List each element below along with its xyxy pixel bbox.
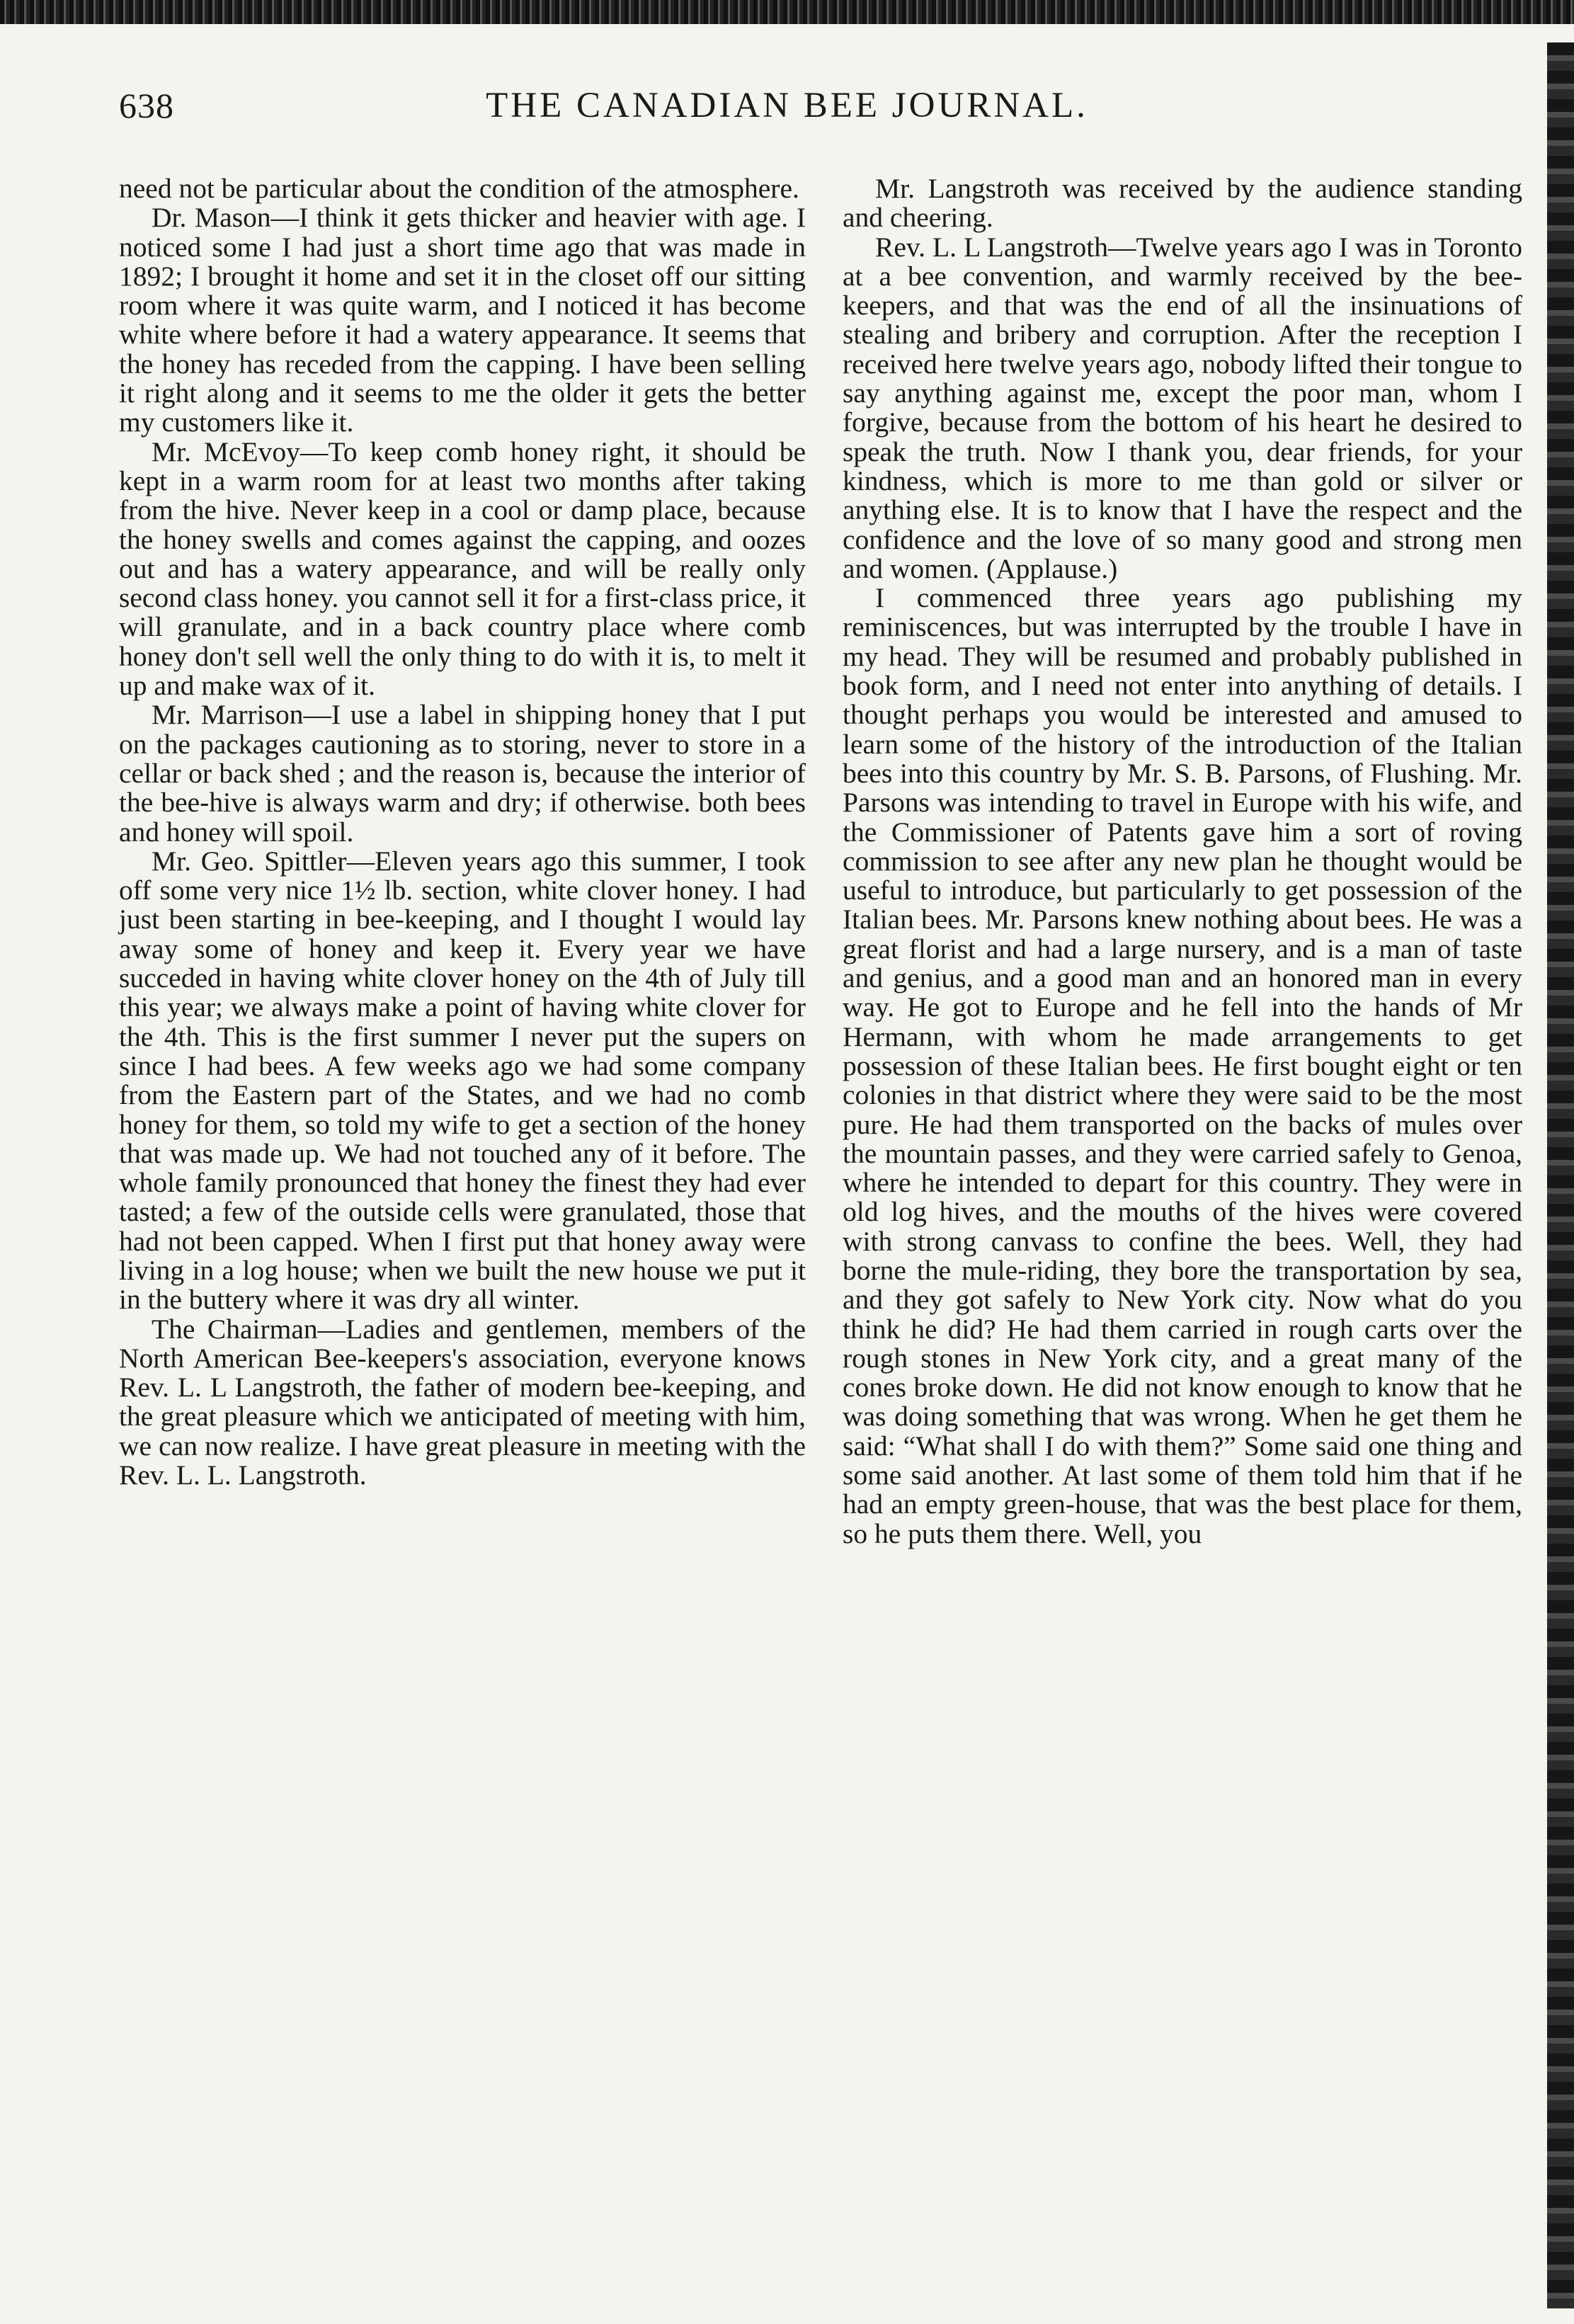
paragraph: Rev. L. L Langstroth—Twelve years ago I was in Toronto at a bee convention, and warmly received by the bee-keepers, and that was the end of all the insinuations of stealing and bribery and corruption. After the reception I received here twelve years ago, nobody lifted their tongue to say anything against me, except the poor man, whom I forgive, because from the bottom of his heart he desired to speak the truth. Now I thank you, dear friends, for your kindness, which is more to me than gold or silver or anything else. It is to know that I have the respect and the confidence and the love of so many good and strong men and women. (Applause.)	[843, 231, 1522, 584]
right-scan-edge	[1547, 42, 1574, 2308]
paragraph: Dr. Mason—I think it gets thicker and heavier with age. I noticed some I had just a short time ago that was made in 1892; I brought it home and set it in the closet off our sitting room where it was quite warm, and I noticed it has become white where before it had a watery appearance. It seems that the honey has receded from the capping. I have been selling it right along and it seems to me the older it gets the better my customers like it.	[119, 202, 806, 438]
journal-title: THE CANADIAN BEE JOURNAL.	[486, 86, 1088, 125]
paragraph: Mr. Geo. Spittler—Eleven years ago this summer, I took off some very nice 1½ lb. section, white clover honey. I had just been starting in bee-keeping, and I thought I would lay away some of honey and keep it. Every year we have succeded in having white clover honey on the 4th of July till this year; we always make a point of having white clover for the 4th. This is the first summer I never put the supers on since I had bees. A few weeks ago we had some company from the Eastern part of the States, and we had no comb honey for them, so told my wife to get a section of the honey that was made up. We had not touched any of it before. The whole family pronounced that honey the finest they had ever tasted; a few of the outside cells were granulated, those that had not been capped. When I first put that honey away were living in a log house; when we built the new house we put it in the buttery where it was dry all winter.	[119, 845, 806, 1316]
left-column	[119, 174, 806, 1490]
paragraph: need not be particular about the condition of the atmosphere.	[119, 173, 799, 204]
paragraph: Mr. Langstroth was received by the audience standing and cheering.	[843, 173, 1522, 234]
paragraph: Mr. McEvoy—To keep comb honey right, it should be kept in a warm room for at least two months after taking from the hive. Never keep in a cool or damp place, because the honey swells and comes against the capping, and oozes out and has a watery appearance, and will be really only second class honey. you cannot sell it for a first-class price, it will granulate, and in a back country place where comb honey don't sell well the only thing to do with it is, to melt it up and make wax of it.	[119, 435, 806, 702]
paragraph: The Chairman—Ladies and gentlemen, members of the North American Bee-keepers's association, everyone knows Rev. L. L Langstroth, the father of modern bee-keeping, and the great pleasure which we anticipated of meeting with him, we can now realize. I have great pleasure in meeting with the Rev. L. L. Langstroth.	[119, 1313, 806, 1491]
top-scan-border	[0, 0, 1574, 24]
paragraph: Mr. Marrison—I use a label in shipping honey that I put on the packages cautioning as to storing, never to store in a cellar or back shed ; and the reason is, because the interior of the bee-hive is always warm and dry; if otherwise. both bees and honey will spoil.	[119, 699, 806, 848]
page-header	[0, 85, 1574, 135]
right-column	[843, 174, 1522, 1549]
page-number: 638	[119, 86, 174, 125]
paragraph: I commenced three years ago publishing my reminiscences, but was interrupted by the trouble I have in my head. They will be resumed and probably published in book form, and I need not enter into anything of details. I thought perhaps you would be interested and amused to learn some of the history of the introduction of the Italian bees into this country by Mr. S. B. Parsons, of Flushing. Mr. Parsons was intending to travel in Europe with his wife, and the Commissioner of Patents gave him a sort of roving commission to see after any new plan he thought would be useful to introduce, but particularly to get possession of the Italian bees. Mr. Parsons knew nothing about bees. He was a great florist and had a large nursery, and is a man of taste and genius, and a good man and an honored man in every way. He got to Europe and he fell into the hands of Mr Hermann, with whom he made arrangements to get possession of these Italian bees. He first bought eight or ten colonies in that district where they were said to be the most pure. He had them transported on the backs of mules over the mountain passes, and they were carried safely to Genoa, where he intended to depart for this country. They were in old log hives, and the mouths of the hives were covered with strong canvass to confine the bees. Well, they had borne the mule-riding, they bore the transportation by sea, and they got safely to New York city. Now what do you think he did? He had them carried in rough carts over the rough stones in New York city, and a great many of the cones broke down. He did not know enough to know that he was doing something that was wrong. When he get them he said: “What shall I do with them?” Some said one thing and some said another. At last some of them told him that if he had an empty green-house, that was the best place for them, so he puts them there. Well, you	[843, 582, 1522, 1549]
